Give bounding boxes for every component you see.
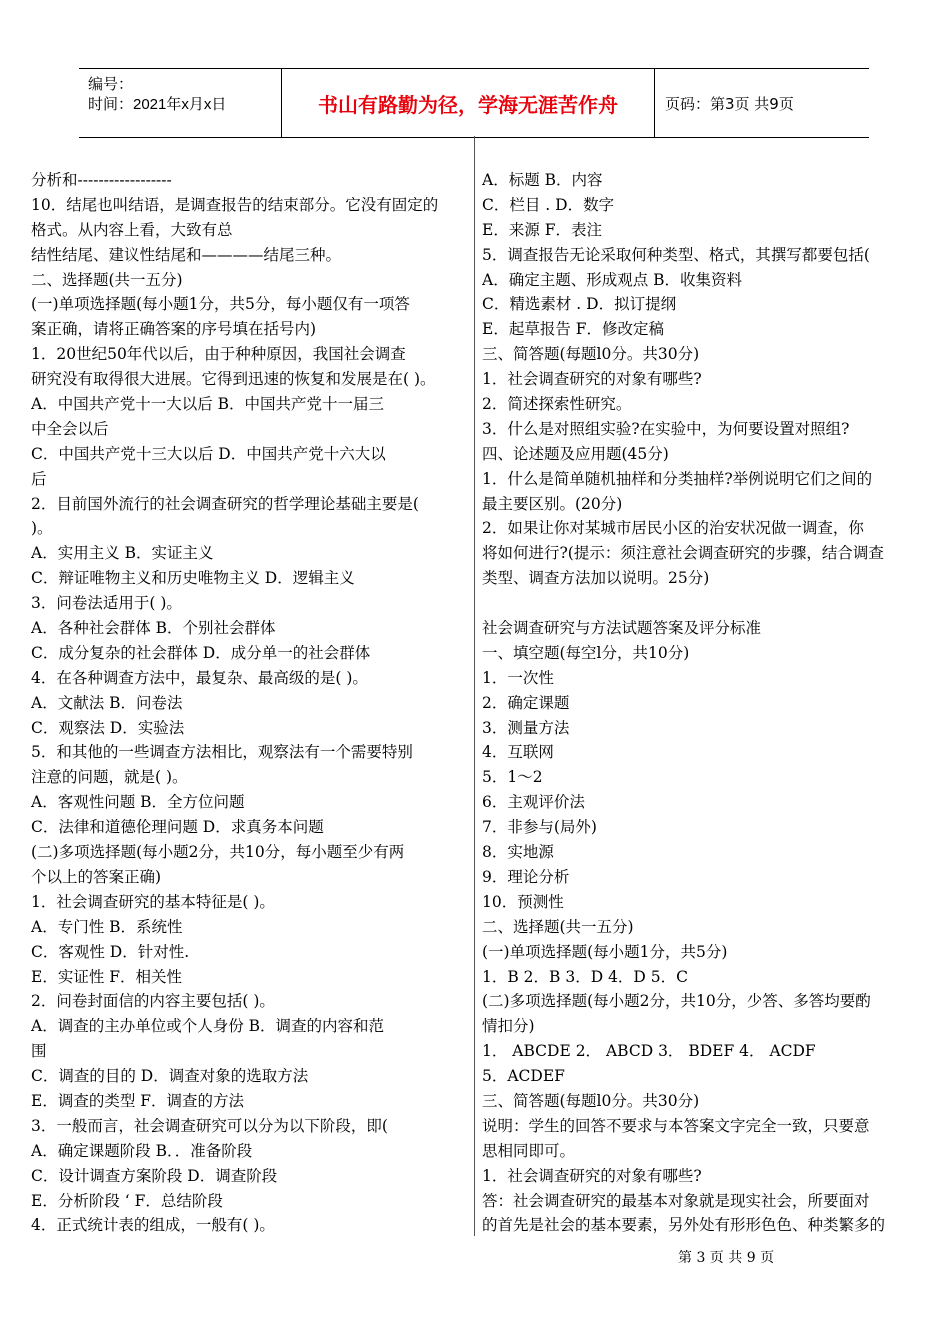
text-line: 1．一次性: [482, 668, 554, 687]
text-line: 10．结尾也叫结语，是调查报告的结束部分。它没有固定的: [31, 195, 439, 214]
text-line: (一)单项选择题(每小题1分，共5分): [482, 942, 728, 961]
number-label: 编号：: [88, 76, 134, 93]
text-line: 研究没有取得很大进展。它得到迅速的恢复和发展是在( )。: [31, 370, 436, 389]
text-line: 三、简答题(每题l0分。共30分): [482, 1091, 700, 1110]
text-line: 2．简述探索性研究。: [482, 395, 632, 414]
text-line: A．调查的主办单位或个人身份 B．调查的内容和范: [31, 1017, 385, 1036]
text-line: 2．问卷封面信的内容主要包括( )。: [31, 992, 275, 1011]
page-header: [79, 68, 869, 138]
text-line: 9．理论分析: [482, 867, 570, 886]
header-right-cell: [655, 69, 869, 137]
text-line: 1．社会调查研究的对象有哪些?: [482, 1166, 702, 1185]
text-line: 格式。从内容上看，大致有总: [31, 220, 233, 239]
text-line: 的首先是社会的基本要素，另外处有形形色色、种类繁多的: [482, 1216, 886, 1235]
text-line: 答：社会调查研究的最基本对象就是现实社会，所要面对: [482, 1191, 870, 1210]
text-line: C．客观性 D．针对性.: [31, 942, 190, 961]
text-line: 2．确定课题: [482, 693, 570, 712]
text-line: (一)单项选择题(每小题1分，共5分，每小题仅有一项答: [31, 295, 410, 314]
text-line: 1．社会调查研究的对象有哪些?: [482, 370, 702, 389]
text-line: A．确定课题阶段 B．．准备阶段: [31, 1141, 253, 1160]
text-line: A．标题 B．内容: [482, 171, 603, 189]
text-line: 二、选择题(共一五分): [482, 917, 634, 936]
header-left-cell: [79, 69, 282, 137]
motto: 书山有路勤为径，学海无涯苦作舟: [282, 69, 655, 137]
text-line: 说明：学生的回答不要求与本答案文字完全一致，只要意: [482, 1116, 870, 1135]
right-column: [482, 168, 922, 1238]
text-line: 10．预测性: [482, 892, 564, 911]
text-line: 2．目前国外流行的社会调查研究的哲学理论基础主要是(: [31, 494, 419, 513]
text-line: 三、简答题(每题l0分。共30分): [482, 345, 700, 364]
page-footer: 第 3 页 共 9 页: [678, 1250, 775, 1266]
text-line: C．辩证唯物主义和历史唯物主义 D．逻辑主义: [31, 569, 355, 588]
text-line: 一、填空题(每空l分，共10分): [482, 643, 690, 662]
text-line: E．起草报告 F．修改定稿: [482, 320, 664, 339]
text-line: 3．问卷法适用于( )。: [31, 594, 182, 613]
text-line: 3．什么是对照组实验?在实验中，为何要设置对照组?: [482, 419, 850, 438]
text-line: 5．调查报告无论采取何种类型、格式，其撰写都要包括(: [482, 245, 870, 264]
text-line: [482, 591, 922, 616]
time-label: 时间：2021年x月x日: [88, 96, 227, 113]
text-line: 将如何进行?(提示：须注意社会调查研究的步骤，结合调查: [482, 544, 884, 563]
column-divider: [474, 136, 475, 1236]
text-line: E．调查的类型 F．调查的方法: [31, 1091, 244, 1110]
text-line: 个以上的答案正确): [31, 867, 162, 886]
text-line: 四、论述题及应用题(45分): [482, 444, 669, 463]
text-line: 情扣分): [482, 1017, 535, 1036]
text-line: 3．测量方法: [482, 718, 570, 737]
text-line: 思相同即可。: [482, 1141, 576, 1160]
text-line: A．客观性问题 B．全方位问题: [31, 793, 245, 812]
text-line: 后: [31, 469, 47, 488]
text-line: (二)多项选择题(每小题2分，共10分，每小题至少有两: [31, 843, 405, 862]
text-line: E．实证性 F．相关性: [31, 967, 182, 986]
text-line: 分析和------------------: [31, 171, 172, 189]
text-line: A．中国共产党十一大以后 B．中国共产党十一届三: [31, 395, 385, 414]
text-line: 1．什么是简单随机抽样和分类抽样?举例说明它们之间的: [482, 469, 873, 488]
text-line: A．实用主义 B．实证主义: [31, 544, 214, 563]
text-line: 3．一般而言，社会调查研究可以分为以下阶段，即(: [31, 1116, 388, 1135]
text-line: 2．如果让你对某城市居民小区的治安状况做一调查，你: [482, 519, 864, 538]
page-label: 页码：第3页 共9页: [665, 94, 794, 113]
text-line: C．精选素材 . D．拟订提纲: [482, 295, 677, 314]
text-line: 4．在各种调查方法中，最复杂、最高级的是( )。: [31, 668, 368, 687]
text-line: C．设计调查方案阶段 D．调查阶段: [31, 1166, 278, 1185]
text-line: C．法律和道德伦理问题 D．求真务本问题: [31, 818, 324, 837]
text-line: 4．正式统计表的组成，一般有( )。: [31, 1216, 275, 1235]
text-line: A．各种社会群体 B．个别社会群体: [31, 619, 276, 638]
text-line: 5．1～2: [482, 768, 543, 787]
text-line: 6．主观评价法: [482, 793, 585, 812]
text-line: 5．和其他的一些调查方法相比，观察法有一个需要特别: [31, 743, 413, 762]
text-line: 1．20世纪50年代以后，由于种种原因，我国社会调查: [31, 345, 406, 364]
text-line: 5．ACDEF: [482, 1067, 565, 1086]
text-line: 类型、调查方法加以说明。25分): [482, 569, 710, 588]
text-line: 1．社会调查研究的基本特征是( )。: [31, 892, 275, 911]
text-line: C．调查的目的 D．调查对象的选取方法: [31, 1067, 309, 1086]
text-line: )。: [31, 519, 53, 538]
text-line: A．确定主题、形成观点 B．收集资料: [482, 270, 743, 289]
text-line: C．中国共产党十三大以后 D．中国共产党十六大以: [31, 444, 386, 463]
text-line: C．栏目 . D．数字: [482, 195, 615, 214]
text-line: 围: [31, 1042, 47, 1061]
text-line: 最主要区别。(20分): [482, 494, 623, 513]
text-line: 案正确，请将正确答案的序号填在括号内): [31, 320, 317, 339]
text-line: 1．B 2．B 3．D 4．D 5．C: [482, 967, 689, 986]
text-line: 4．互联网: [482, 743, 554, 762]
text-line: 中全会以后: [31, 419, 109, 438]
text-line: 7．非参与(局外): [482, 818, 597, 837]
text-line: 1． ABCDE 2． ABCD 3． BDEF 4． ACDF: [482, 1042, 816, 1061]
text-line: 8．实地源: [482, 843, 554, 862]
text-line: E．分析阶段 ‘ F．总结阶段: [31, 1191, 223, 1210]
left-column: [31, 168, 468, 1238]
text-line: A．专门性 B．系统性: [31, 917, 183, 936]
text-line: 社会调查研究与方法试题答案及评分标准: [482, 619, 762, 638]
text-line: 二、选择题(共一五分): [31, 270, 183, 289]
text-line: C．成分复杂的社会群体 D．成分单一的社会群体: [31, 643, 371, 662]
text-line: (二)多项选择题(每小题2分，共10分，少答、多答均要酌: [482, 992, 871, 1011]
text-line: 结性结尾、建议性结尾和————结尾三种。: [31, 245, 342, 264]
text-line: A．文献法 B．问卷法: [31, 693, 183, 712]
text-line: E．来源 F．表注: [482, 220, 602, 239]
text-line: 注意的问题，就是( )。: [31, 768, 188, 787]
text-line: C．观察法 D．实验法: [31, 718, 185, 737]
